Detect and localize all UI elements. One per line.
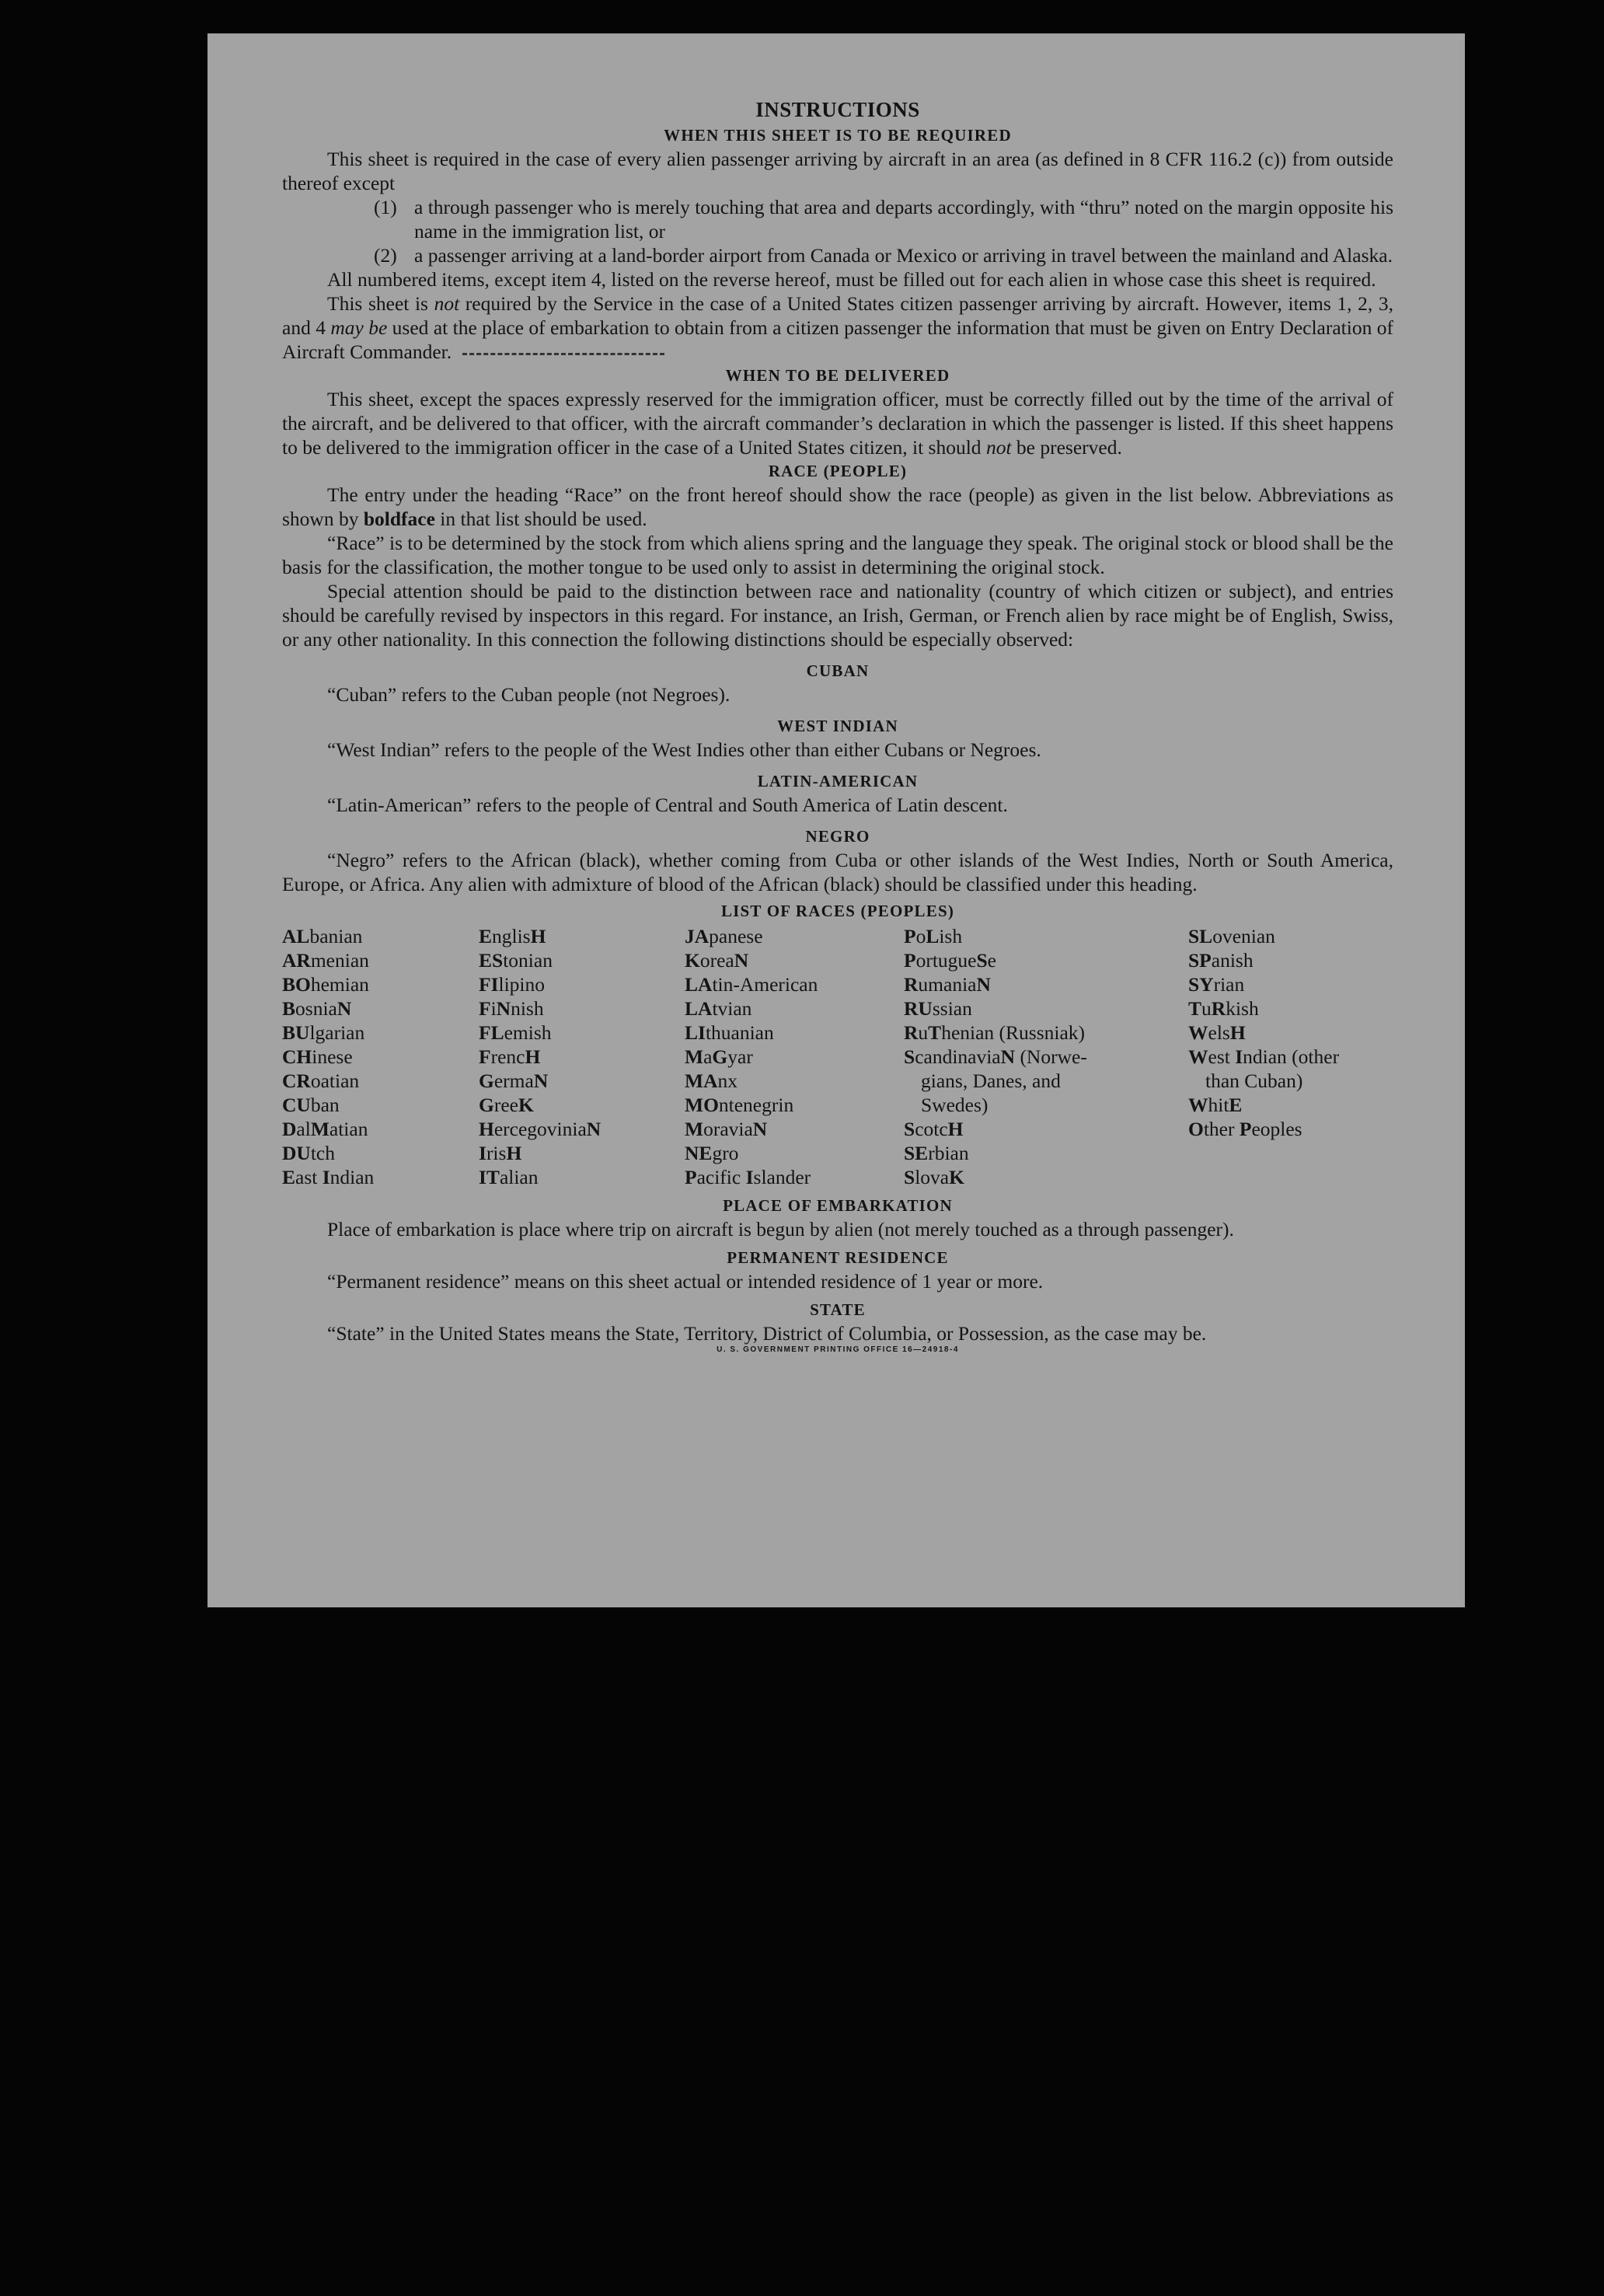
race-entry: CUban bbox=[282, 1094, 340, 1116]
race-entry: SErbian bbox=[904, 1142, 969, 1164]
race-entry: ScotcH bbox=[904, 1118, 964, 1140]
heading-list-of-races: LIST OF RACES (PEOPLES) bbox=[720, 902, 955, 920]
race-entry: HercegoviniaN bbox=[479, 1118, 602, 1140]
race-entry: TuRkish bbox=[1188, 997, 1259, 1020]
dashed-rule bbox=[462, 353, 664, 355]
heading-west-indian: WEST INDIAN bbox=[777, 717, 898, 735]
heading-race: RACE (PEOPLE) bbox=[768, 462, 908, 480]
paragraph-west-indian: “West Indian” refers to the people of the West Indies other than either Cubans or Negroes. bbox=[327, 738, 1041, 761]
race-entry: Pacific Islander bbox=[685, 1166, 811, 1188]
paragraph-negro: “Negro” refers to the African (black), whether coming from Cuba or other islands of the West Indies, North or South America, Europe, or Africa. Any alien with admixture of blood of the African (black) should be classified under this heading. bbox=[282, 849, 1393, 895]
race-entry: BOhemian bbox=[282, 973, 369, 996]
race-entry: RUssian bbox=[904, 997, 972, 1020]
race-entry: Swedes) bbox=[921, 1094, 989, 1116]
race-entry: GermaN bbox=[479, 1069, 549, 1092]
race-entry: CRoatian bbox=[282, 1069, 360, 1092]
document-sheet bbox=[207, 33, 1465, 1607]
race-entry: MAnx bbox=[685, 1069, 737, 1092]
race-entry: DUtch bbox=[282, 1142, 335, 1164]
race-entry: West Indian (other bbox=[1188, 1045, 1340, 1068]
race-entry: KoreaN bbox=[685, 949, 749, 972]
heading-latin-american: LATIN-AMERICAN bbox=[757, 772, 919, 790]
paragraph-numbered-items: All numbered items, except item 4, listed on the reverse hereof, must be filled out for each alien in whose case this sheet is required. bbox=[327, 268, 1376, 291]
race-entry: WhitE bbox=[1188, 1094, 1243, 1116]
race-entry: PoLish bbox=[904, 925, 963, 947]
exception-item-1: (1) a through passenger who is merely touching that area and departs accordingly, with “thru” noted on the margin opposite his name in the immigration list, or bbox=[374, 196, 1393, 243]
paragraph-embarkation: Place of embarkation is place where trip on aircraft is begun by alien (not merely touched as a through passenger). bbox=[327, 1218, 1234, 1240]
race-entry: FLemish bbox=[479, 1021, 552, 1044]
paragraph-race-nationality: Special attention should be paid to the distinction between race and nationality (country of which citizen or subject), and entries should be carefully revised by inspectors in this regard. For instance, an Irish, German, or French alien by race might be of English, Swiss, or any other nationality. In this connection the following distinctions should be especially observed: bbox=[282, 580, 1393, 651]
race-entry: LAtin-American bbox=[685, 973, 818, 996]
race-entry: RuThenian (Russniak) bbox=[904, 1021, 1086, 1044]
race-entry: CHinese bbox=[282, 1045, 353, 1068]
race-entry: GreeK bbox=[479, 1094, 534, 1116]
heading-permanent-residence: PERMANENT RESIDENCE bbox=[727, 1248, 949, 1267]
heading-when-required: WHEN THIS SHEET IS TO BE REQUIRED bbox=[664, 126, 1012, 145]
race-entry: SYrian bbox=[1188, 973, 1245, 996]
race-entry: SPanish bbox=[1188, 949, 1254, 972]
race-entry: PortugueSe bbox=[904, 949, 996, 972]
race-entry: RumaniaN bbox=[904, 973, 991, 996]
race-entry: East Indian bbox=[282, 1166, 375, 1188]
race-entry: BUlgarian bbox=[282, 1021, 365, 1044]
race-entry: NEgro bbox=[685, 1142, 739, 1164]
race-entry: LIthuanian bbox=[685, 1021, 774, 1044]
race-entry: ScandinaviaN (Norwe- bbox=[904, 1045, 1087, 1068]
race-entry: MaGyar bbox=[685, 1045, 753, 1068]
printing-office-imprint: U. S. GOVERNMENT PRINTING OFFICE 16—24918-4 bbox=[717, 1345, 959, 1354]
race-entry: gians, Danes, and bbox=[921, 1069, 1061, 1092]
race-entry: SlovaK bbox=[904, 1166, 964, 1188]
page-title: INSTRUCTIONS bbox=[755, 98, 920, 121]
race-entry: ALbanian bbox=[282, 925, 363, 947]
races-column bbox=[685, 924, 904, 1189]
race-entry: IrisH bbox=[479, 1142, 522, 1164]
race-entry: FrencH bbox=[479, 1045, 541, 1068]
heading-negro: NEGRO bbox=[805, 827, 870, 846]
race-entry: LAtvian bbox=[685, 997, 752, 1020]
races-column bbox=[904, 924, 1188, 1189]
paragraph-race-stock: “Race” is to be determined by the stock from which aliens spring and the language they speak. The original stock or blood shall be the basis for the classification, the mother tongue to be used only to assist in determining the original stock. bbox=[282, 532, 1393, 578]
races-column bbox=[282, 924, 479, 1189]
heading-cuban: CUBAN bbox=[806, 661, 870, 680]
paragraph-citizen: This sheet is not required by the Service in the case of a United States citizen passenger arriving by aircraft. However, items 1, 2, 3, and 4 may be used at the place of embarkation to obtain from a citizen passenger the information that must be given on Entry Declaration of Aircraft Commander. bbox=[282, 292, 1393, 363]
race-entry: ARmenian bbox=[282, 949, 369, 972]
races-column bbox=[1188, 924, 1393, 1189]
race-entry: EStonian bbox=[479, 949, 553, 972]
paragraph-latin-american: “Latin-American” refers to the people of Central and South America of Latin descent. bbox=[327, 794, 1008, 816]
race-entry: DalMatian bbox=[282, 1118, 368, 1140]
races-list bbox=[282, 924, 1393, 1189]
race-entry: ITalian bbox=[479, 1166, 539, 1188]
race-entry: FIlipino bbox=[479, 973, 546, 996]
heading-place-of-embarkation: PLACE OF EMBARKATION bbox=[723, 1196, 953, 1215]
paragraph-residence: “Permanent residence” means on this sheet actual or intended residence of 1 year or more. bbox=[327, 1270, 1044, 1293]
race-entry: EnglisH bbox=[479, 925, 546, 947]
paragraph-race-entry: The entry under the heading “Race” on the front hereof should show the race (people) as given in the list below. Abbreviations as shown by boldface in that list should be used. bbox=[282, 483, 1393, 530]
heading-state: STATE bbox=[810, 1300, 866, 1319]
paragraph-required: This sheet is required in the case of every alien passenger arriving by aircraft in an area (as defined in 8 CFR 116.2 (c)) from outside thereof except bbox=[282, 148, 1393, 194]
paragraph-cuban: “Cuban” refers to the Cuban people (not Negroes). bbox=[327, 683, 731, 706]
heading-when-delivered: WHEN TO BE DELIVERED bbox=[725, 366, 950, 385]
race-entry: WelsH bbox=[1188, 1021, 1246, 1044]
paragraph-delivered: This sheet, except the spaces expressly reserved for the immigration officer, must be correctly filled out by the time of the arrival of the aircraft, and be delivered to that officer, with the aircraft commander’s declaration in which the passenger is listed. If this sheet happens to be delivered to the immigration officer in the case of a United States citizen, it should not be preserved. bbox=[282, 388, 1393, 459]
race-entry: than Cuban) bbox=[1205, 1069, 1303, 1092]
race-entry: SLovenian bbox=[1188, 925, 1275, 947]
races-column bbox=[479, 924, 685, 1189]
race-entry: BosniaN bbox=[282, 997, 352, 1020]
race-entry: MoraviaN bbox=[685, 1118, 768, 1140]
exception-item-2: (2) a passenger arriving at a land-border airport from Canada or Mexico or arriving in travel between the mainland and Alaska. bbox=[374, 244, 1393, 267]
race-entry: JApanese bbox=[685, 925, 763, 947]
paragraph-state: “State” in the United States means the State, Territory, District of Columbia, or Possession, as the case may be. bbox=[327, 1322, 1207, 1345]
race-entry: FiNnish bbox=[479, 997, 544, 1020]
race-entry: MOntenegrin bbox=[685, 1094, 794, 1116]
race-entry: Other Peoples bbox=[1188, 1118, 1302, 1140]
